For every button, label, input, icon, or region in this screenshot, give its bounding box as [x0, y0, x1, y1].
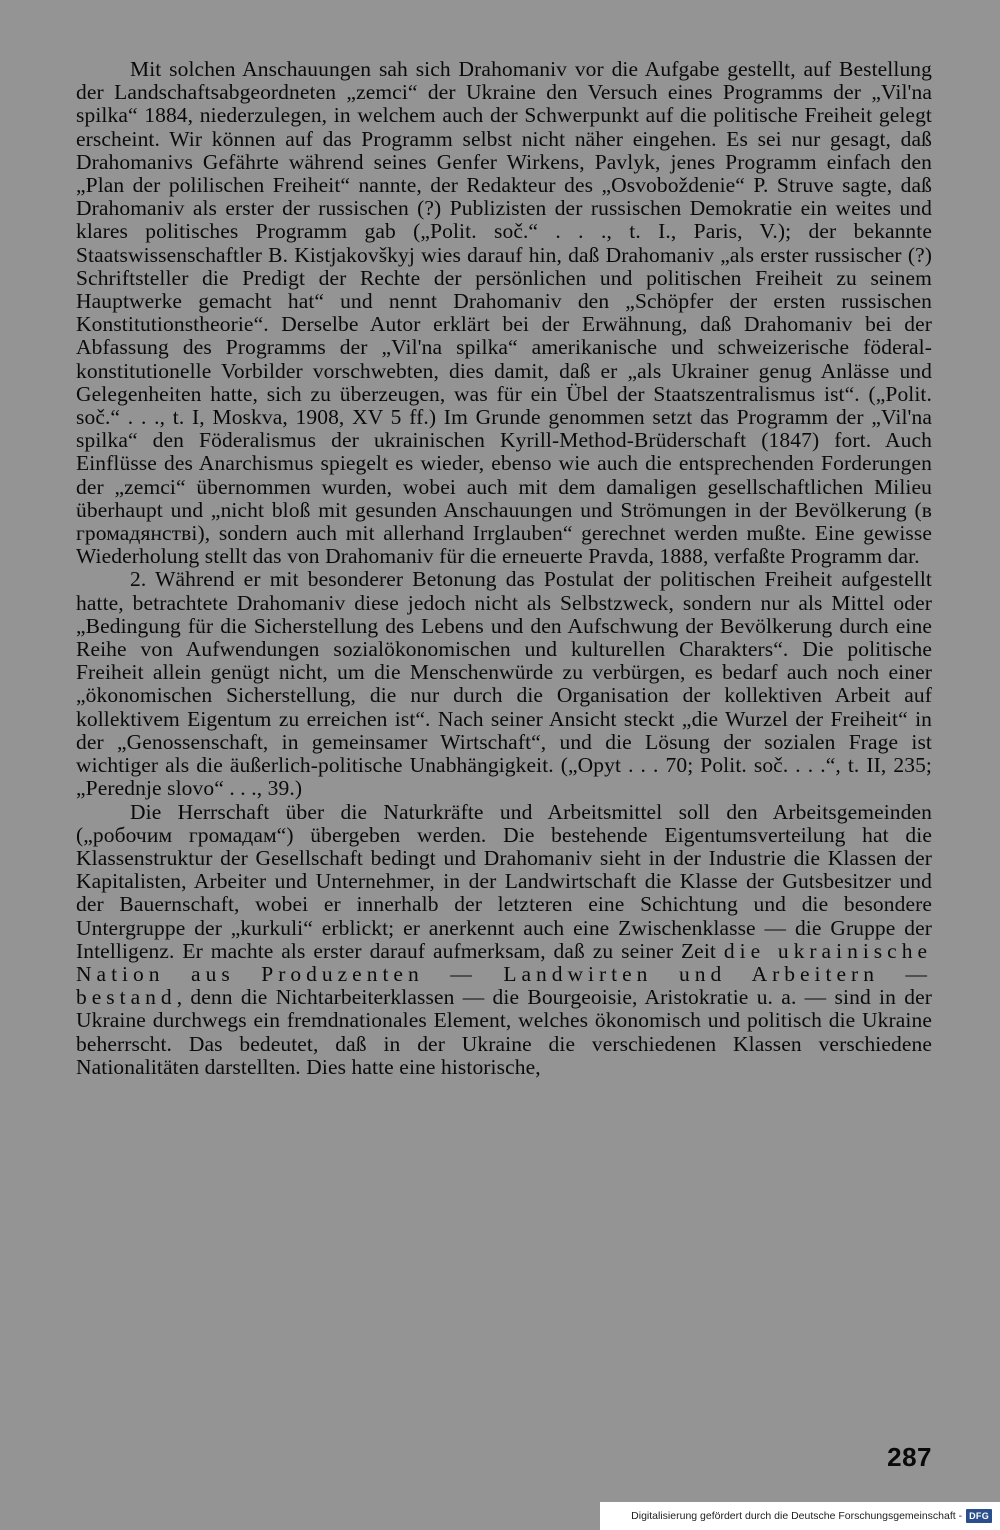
paragraph-3-text-end: , denn die Nichtarbeiterklassen — die Bourgeoisie, Aristokratie u. a. — sind in der Ukraine durchwegs ein fremdnationales Element, welches ökonomisch und politisch die Ukraine beherrscht. Das bedeutet, daß in der Ukraine die verschiedenen Klassen verschiedene Nationalitäten darstellten. Dies hatte eine historische, [76, 985, 932, 1079]
page-number: 287 [887, 1442, 932, 1472]
digitization-credit-bar [600, 1502, 1000, 1530]
paragraph-1-text: Mit solchen Anschauungen sah sich Drahomaniv vor die Aufgabe gestellt, auf Bestellung der Landschaftsabgeordneten „zemci“ der Ukraine den Versuch eines Programms der „Vil'na spilka“ 1884, niederzulegen, in welchem auch der Schwerpunkt auf die politische Freiheit gelegt erscheint. Wir können auf das Programm selbst nicht näher eingehen. Es sei nur gesagt, daß Drahomanivs Gefährte während seines Genfer Wirkens, Pavlyk, jenes Programm einfach den „Plan der polilischen Freiheit“ nannte, der Redakteur des „Osvoboždenie“ P. Struve sagte, daß Drahomaniv als erster der russischen (?) Publizisten der russischen Demokratie ein weites und klares politisches Programm gab („Polit. soč.“ . . ., t. I., Paris, V.); der bekannte Staatswissenschaftler B. Kistjakovškyj wies darauf hin, daß Drahomaniv „als erster russischer (?) Schriftsteller die Predigt der Rechte der persönlichen und politischen Freiheit zu seinem Hauptwerke gemacht hat“ und nennt Drahomaniv den „Schöpfer der ersten russischen Konstitutionstheorie“. Derselbe Autor erklärt bei der Erwähnung, daß Drahomaniv bei der Abfassung des Programms der „Vil'na spilka“ amerikanische und schweizerische föderal-konstitutionelle Vorbilder vorschwebten, dies damit, daß er „als Ukrainer genug Anlässe und Gelegenheiten hatte, sich zu überzeugen, was für ein Übel der Staatszentralismus ist“. („Polit. soč.“ . . ., t. I, Moskva, 1908, XV 5 ff.) Im Grunde genommen setzt das Programm der „Vil'na spilka“ den Föderalismus der ukrainischen Kyrill-Method-Brüderschaft (1847) fort. Auch Einflüsse des Anarchismus spiegelt es wieder, ebenso wie auch die entsprechenden Forderungen der „zemci“ übernommen wurden, wobei auch mit dem damaligen gesellschaftlichen Milieu überhaupt und „nicht bloß mit gesunden Anschauungen und Strömungen in der Bevölkerung (в громадянстві), sondern auch mit allerhand Irrglauben“ gerechnet werden mußte. Eine gewisse Wiederholung stellt das von Drahomaniv für die erneuerte Pravda, 1888, verfaßte Programm dar. [76, 57, 932, 569]
paragraph-3-emphasis: die ukrainische Nation aus Produzenten — Landwirten und Arbeitern — bestand [76, 938, 933, 1010]
body-text [76, 58, 932, 1079]
paragraph-3-text-start: Die Herrschaft über die Naturkräfte und Arbeitsmittel soll den Arbeitsgemeinden („робочим громадам“) übergeben werden. Die bestehende Eigentumsverteilung hat die Klassenstruktur der Gesellschaft bedingt und Drahomaniv sieht in der Industrie die Klassen der Kapitalisten, Arbeiter und Unternehmer, in der Landwirtschaft die Klasse der Gutsbesitzer und der Bauernschaft, wobei er innerhalb der letzteren eine Schichtung und die besondere Untergruppe der „kurkuli“ erblickt; er anerkennt auch eine Zwischenklasse — die Gruppe der Intelligenz. Er machte als erster darauf aufmerksam, daß zu seiner Zeit [76, 799, 932, 963]
paragraph-2 [76, 568, 932, 800]
dfg-logo: DFG [966, 1509, 992, 1523]
paragraph-3 [76, 801, 932, 1079]
paragraph-1 [76, 58, 932, 568]
digitization-credit-text: Digitalisierung gefördert durch die Deutsche Forschungsgemeinschaft - [631, 1510, 963, 1522]
paragraph-2-text: 2. Während er mit besonderer Betonung das Postulat der politischen Freiheit aufgestellt hatte, betrachtete Drahomaniv diese jedoch nicht als Selbstzweck, sondern nur als Mittel oder „Bedingung für die Sicherstellung des Lebens und den Aufschwung der Bevölkerung durch eine Reihe von Aufwendungen sozialökonomischen und kulturellen Charakters“. Die politische Freiheit allein genügt nicht, um die Menschenwürde zu verbürgen, es bedarf auch noch einer „ökonomischen Sicherstellung, die nur durch die Organisation der kollektiven Arbeit auf kollektivem Eigentum zu erreichen ist“. Nach seiner Ansicht steckt „die Wurzel der Freiheit“ in der „Genossenschaft, in gemeinsamer Wirtschaft“, und die Lösung der sozialen Frage ist wichtiger als die äußerlich-politische Unabhängigkeit. („Opyt . . . 70; Polit. soč. . . .“, t. II, 235; „Perednje slovo“ . . ., 39.) [76, 567, 932, 801]
